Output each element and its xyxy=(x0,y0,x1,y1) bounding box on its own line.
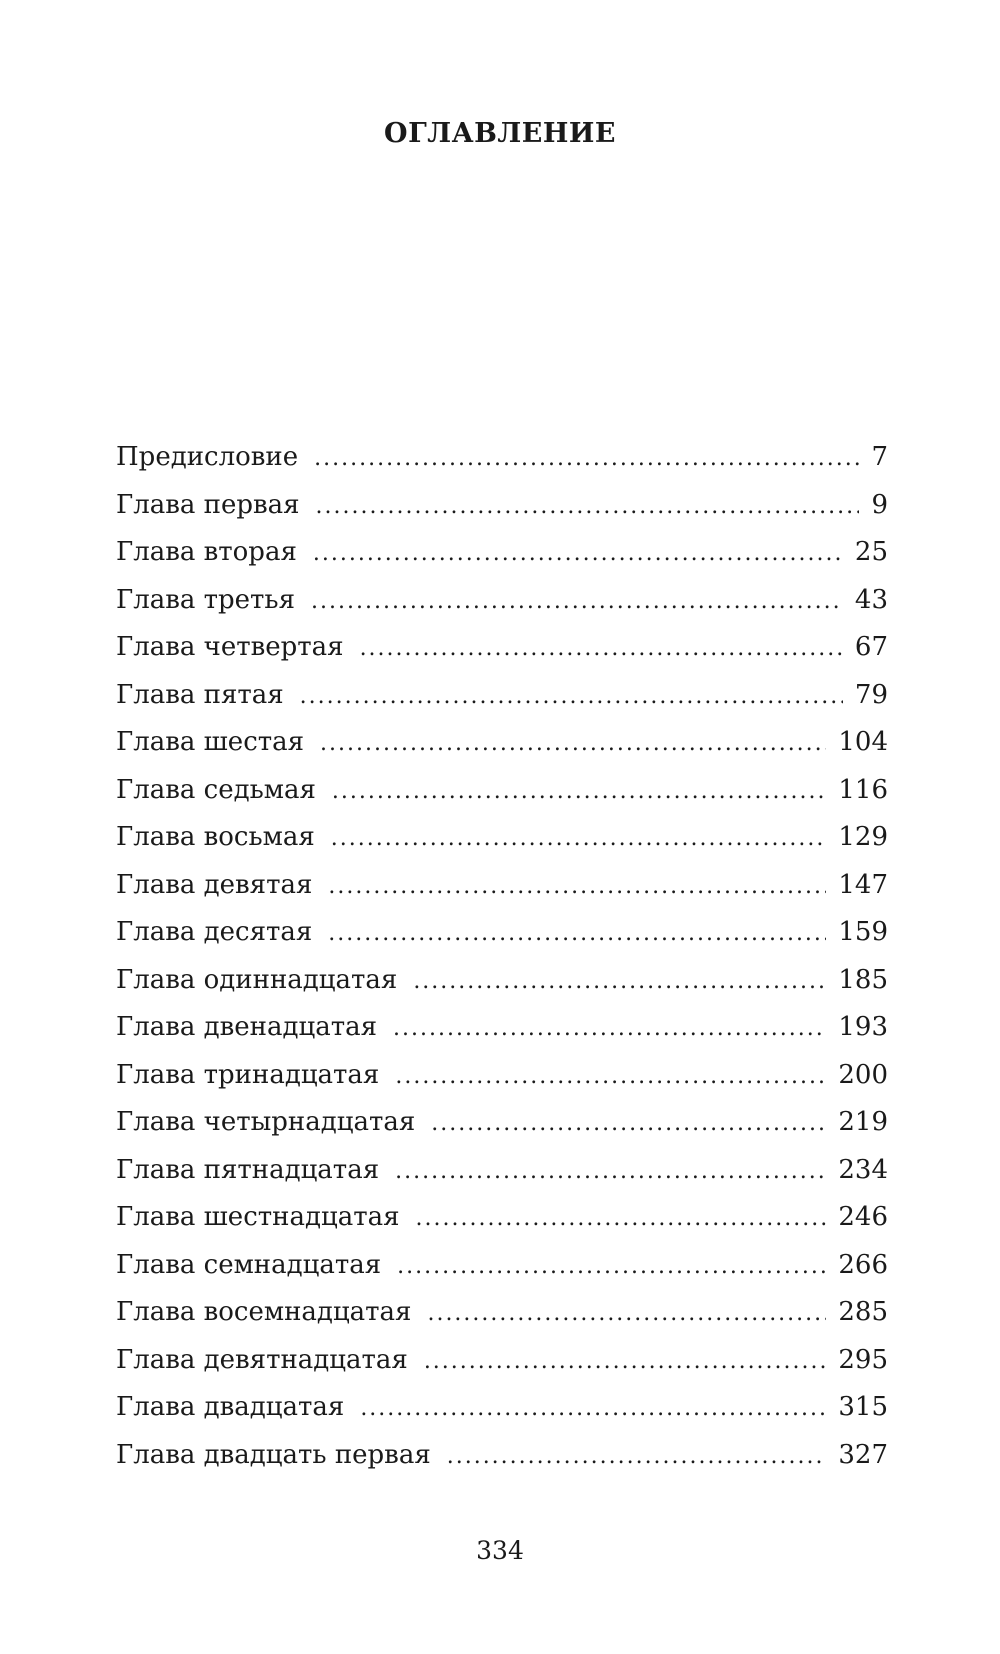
toc-entry-label: Глава девятая xyxy=(116,869,313,900)
toc-leader-dots xyxy=(331,826,827,851)
toc-leader-dots xyxy=(413,969,826,994)
toc-entry-page: 79 xyxy=(854,679,888,710)
toc-entry[interactable] xyxy=(116,537,888,585)
toc-entry-page: 159 xyxy=(838,917,888,947)
toc-entry-page: 327 xyxy=(838,1439,888,1470)
toc-entry-page: 104 xyxy=(838,727,888,757)
toc-entry[interactable] xyxy=(116,822,888,870)
toc-entry-page: 9 xyxy=(871,489,888,520)
toc-entry[interactable] xyxy=(116,1440,888,1488)
toc-entry-label: Глава десятая xyxy=(116,917,313,947)
toc-entry-page: 43 xyxy=(854,584,888,615)
toc-leader-dots xyxy=(397,1254,826,1279)
toc-leader-dots xyxy=(328,921,826,946)
toc-leader-dots xyxy=(424,1349,827,1374)
toc-leader-dots xyxy=(300,684,843,709)
toc-leader-dots xyxy=(447,1444,827,1469)
toc-entry-label: Глава пятая xyxy=(116,679,284,710)
toc-entry-label: Глава двадцать первая xyxy=(116,1439,431,1470)
toc-entry[interactable] xyxy=(116,1012,888,1060)
toc-leader-dots xyxy=(311,589,843,614)
toc-leader-dots xyxy=(328,874,826,899)
toc-entry-page: 315 xyxy=(838,1392,888,1422)
toc-leader-dots xyxy=(332,779,826,804)
toc-entry-label: Глава четырнадцатая xyxy=(116,1107,416,1137)
toc-entry-label: Глава тринадцатая xyxy=(116,1059,380,1090)
toc-entry-label: Глава девятнадцатая xyxy=(116,1344,408,1375)
toc-entry-page: 219 xyxy=(838,1107,888,1137)
toc-entry[interactable] xyxy=(116,1202,888,1250)
toc-leader-dots xyxy=(360,636,843,661)
toc-leader-dots xyxy=(431,1111,826,1136)
toc-entry-label: Глава седьмая xyxy=(116,774,316,805)
toc-entry[interactable] xyxy=(116,1345,888,1393)
toc-entry[interactable] xyxy=(116,1155,888,1203)
toc-entry[interactable] xyxy=(116,1297,888,1345)
toc-leader-dots xyxy=(395,1064,826,1089)
toc-entry-label: Глава первая xyxy=(116,489,300,520)
toc-entry[interactable] xyxy=(116,965,888,1013)
toc-entry-label: Глава семнадцатая xyxy=(116,1249,382,1280)
toc-entry[interactable] xyxy=(116,917,888,965)
toc-entry[interactable] xyxy=(116,1392,888,1440)
toc-entry[interactable] xyxy=(116,1250,888,1298)
toc-entry[interactable] xyxy=(116,585,888,633)
toc-leader-dots xyxy=(360,1396,826,1421)
toc-entry-page: 67 xyxy=(854,632,888,662)
toc-entry-page: 295 xyxy=(838,1344,888,1375)
toc-leader-dots xyxy=(316,494,860,519)
toc-entry-label: Глава двадцатая xyxy=(116,1392,345,1422)
toc-leader-dots xyxy=(427,1301,826,1326)
toc-entry-page: 246 xyxy=(838,1202,888,1232)
toc-leader-dots xyxy=(313,541,843,566)
toc-entry-label: Глава третья xyxy=(116,584,295,615)
toc-entry-label: Глава четвертая xyxy=(116,632,344,662)
toc-entry-page: 200 xyxy=(838,1059,888,1090)
toc-entry-page: 129 xyxy=(838,822,888,852)
toc-entry[interactable] xyxy=(116,490,888,538)
toc-entry[interactable] xyxy=(116,870,888,918)
toc-entry-label: Глава восьмая xyxy=(116,822,315,852)
toc-entry[interactable] xyxy=(116,632,888,680)
toc-entry[interactable] xyxy=(116,1107,888,1155)
page-title: ОГЛАВЛЕНИЕ xyxy=(384,118,616,149)
toc-entry-label: Предисловие xyxy=(116,442,299,472)
toc-entry[interactable] xyxy=(116,727,888,775)
toc-leader-dots xyxy=(314,446,859,471)
toc-entry[interactable] xyxy=(116,442,888,490)
table-of-contents xyxy=(116,442,888,1487)
page-number: 334 xyxy=(476,1536,524,1565)
toc-entry-label: Глава шестая xyxy=(116,727,305,757)
toc-leader-dots xyxy=(395,1159,826,1184)
toc-entry-page: 193 xyxy=(838,1012,888,1042)
toc-entry-label: Глава восемнадцатая xyxy=(116,1297,412,1327)
toc-leader-dots xyxy=(393,1016,826,1041)
toc-entry-page: 266 xyxy=(838,1249,888,1280)
toc-entry[interactable] xyxy=(116,775,888,823)
toc-entry-label: Глава одиннадцатая xyxy=(116,964,398,995)
toc-entry-label: Глава шестнадцатая xyxy=(116,1202,400,1232)
toc-entry-page: 185 xyxy=(838,964,888,995)
toc-entry[interactable] xyxy=(116,680,888,728)
toc-entry-label: Глава пятнадцатая xyxy=(116,1154,380,1185)
toc-entry-label: Глава вторая xyxy=(116,537,297,567)
toc-entry-label: Глава двенадцатая xyxy=(116,1012,378,1042)
toc-leader-dots xyxy=(320,731,826,756)
toc-leader-dots xyxy=(416,1206,827,1231)
toc-entry-page: 285 xyxy=(838,1297,888,1327)
toc-entry-page: 116 xyxy=(838,774,888,805)
toc-entry-page: 147 xyxy=(838,869,888,900)
toc-entry-page: 25 xyxy=(854,537,888,567)
toc-entry-page: 234 xyxy=(838,1154,888,1185)
toc-entry[interactable] xyxy=(116,1060,888,1108)
toc-entry-page: 7 xyxy=(871,442,888,472)
